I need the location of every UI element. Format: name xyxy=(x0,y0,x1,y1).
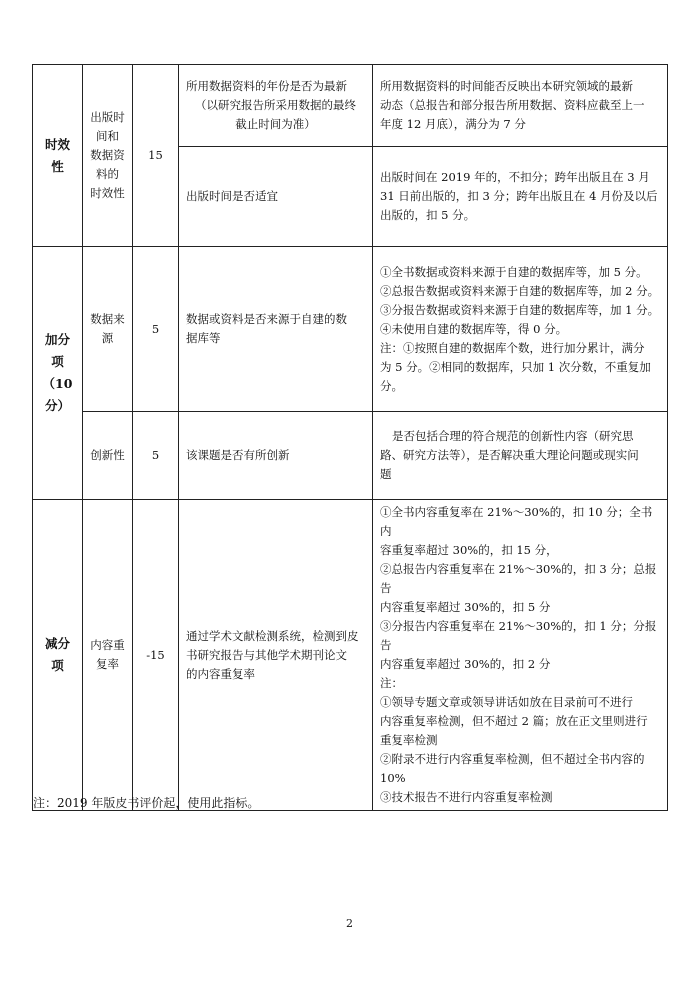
criterion-description: ①全书内容重复率在 21%～30%的，扣 10 分；全书内 容重复率超过 30%的，扣 15 分， ②总报告内容重复率在 21%～30%的，扣 3 分；总报告 内容重复率超过 30%的，扣 5 分 ③分报告内容重复率在 21%～30%的，扣 1 分；分报告 内容重复率超过 30%的，扣 2 分 注： ①领导专题文章或领导讲话如放在目录前可不进行 内容重复率检测，但不超过 2 篇；放在正文里则进行 重复率检测 ②附录不进行内容重复率检测，但不超过全书内容的 10% ③技术报告不进行内容重复率检测 xyxy=(373,500,668,811)
score-cell: -15 xyxy=(133,500,179,811)
evaluation-criteria-table xyxy=(32,64,668,811)
subcategory-publication-time: 出版时 间和 数据资 料的 时效性 xyxy=(83,65,133,247)
criterion-item: 所用数据资料的年份是否为最新 （以研究报告所采用数据的最终 截止时间为准） xyxy=(179,65,373,147)
table-row xyxy=(33,412,668,500)
page-number: 2 xyxy=(346,917,353,930)
criterion-description: 是否包括合理的符合规范的创新性内容（研究思 路、研究方法等），是否解决重大理论问题或现实问 题 xyxy=(373,412,668,500)
score-cell: 15 xyxy=(133,65,179,247)
category-deduction: 减分 项 xyxy=(33,500,83,811)
criterion-item: 数据或资料是否来源于自建的数 据库等 xyxy=(179,247,373,412)
criterion-description: 所用数据资料的时间能否反映出本研究领域的最新 动态（总报告和部分报告所用数据、资料应截至上一 年度 12 月底），满分为 7 分 xyxy=(373,65,668,147)
score-cell: 5 xyxy=(133,412,179,500)
subcategory-data-source: 数据来 源 xyxy=(83,247,133,412)
table-row xyxy=(33,247,668,412)
criterion-item: 通过学术文献检测系统，检测到皮 书研究报告与其他学术期刊论文 的内容重复率 xyxy=(179,500,373,811)
footnote: 注：2019 年版皮书评价起，使用此指标。 xyxy=(33,796,260,810)
criterion-item: 出版时间是否适宜 xyxy=(179,147,373,247)
table-row xyxy=(33,65,668,147)
criterion-description: ①全书数据或资料来源于自建的数据库等，加 5 分。 ②总报告数据或资料来源于自建的数据库等，加 2 分。 ③分报告数据或资料来源于自建的数据库等，加 1 分。 ④未使用自建的数据库等，得 0 分。 注：①按照自建的数据库个数，进行加分累计，满分 为 5 分。②相同的数据库，只加 1 次分数，不重复加 分。 xyxy=(373,247,668,412)
category-timeliness: 时效 性 xyxy=(33,65,83,247)
score-cell: 5 xyxy=(133,247,179,412)
subcategory-duplication-rate: 内容重 复率 xyxy=(83,500,133,811)
category-bonus: 加分 项（10 分） xyxy=(33,247,83,500)
subcategory-innovation: 创新性 xyxy=(83,412,133,500)
criterion-item: 该课题是否有所创新 xyxy=(179,412,373,500)
table-row xyxy=(33,500,668,811)
criterion-description: 出版时间在 2019 年的，不扣分；跨年出版且在 3 月 31 日前出版的，扣 3 分；跨年出版且在 4 月份及以后 出版的，扣 5 分。 xyxy=(373,147,668,247)
